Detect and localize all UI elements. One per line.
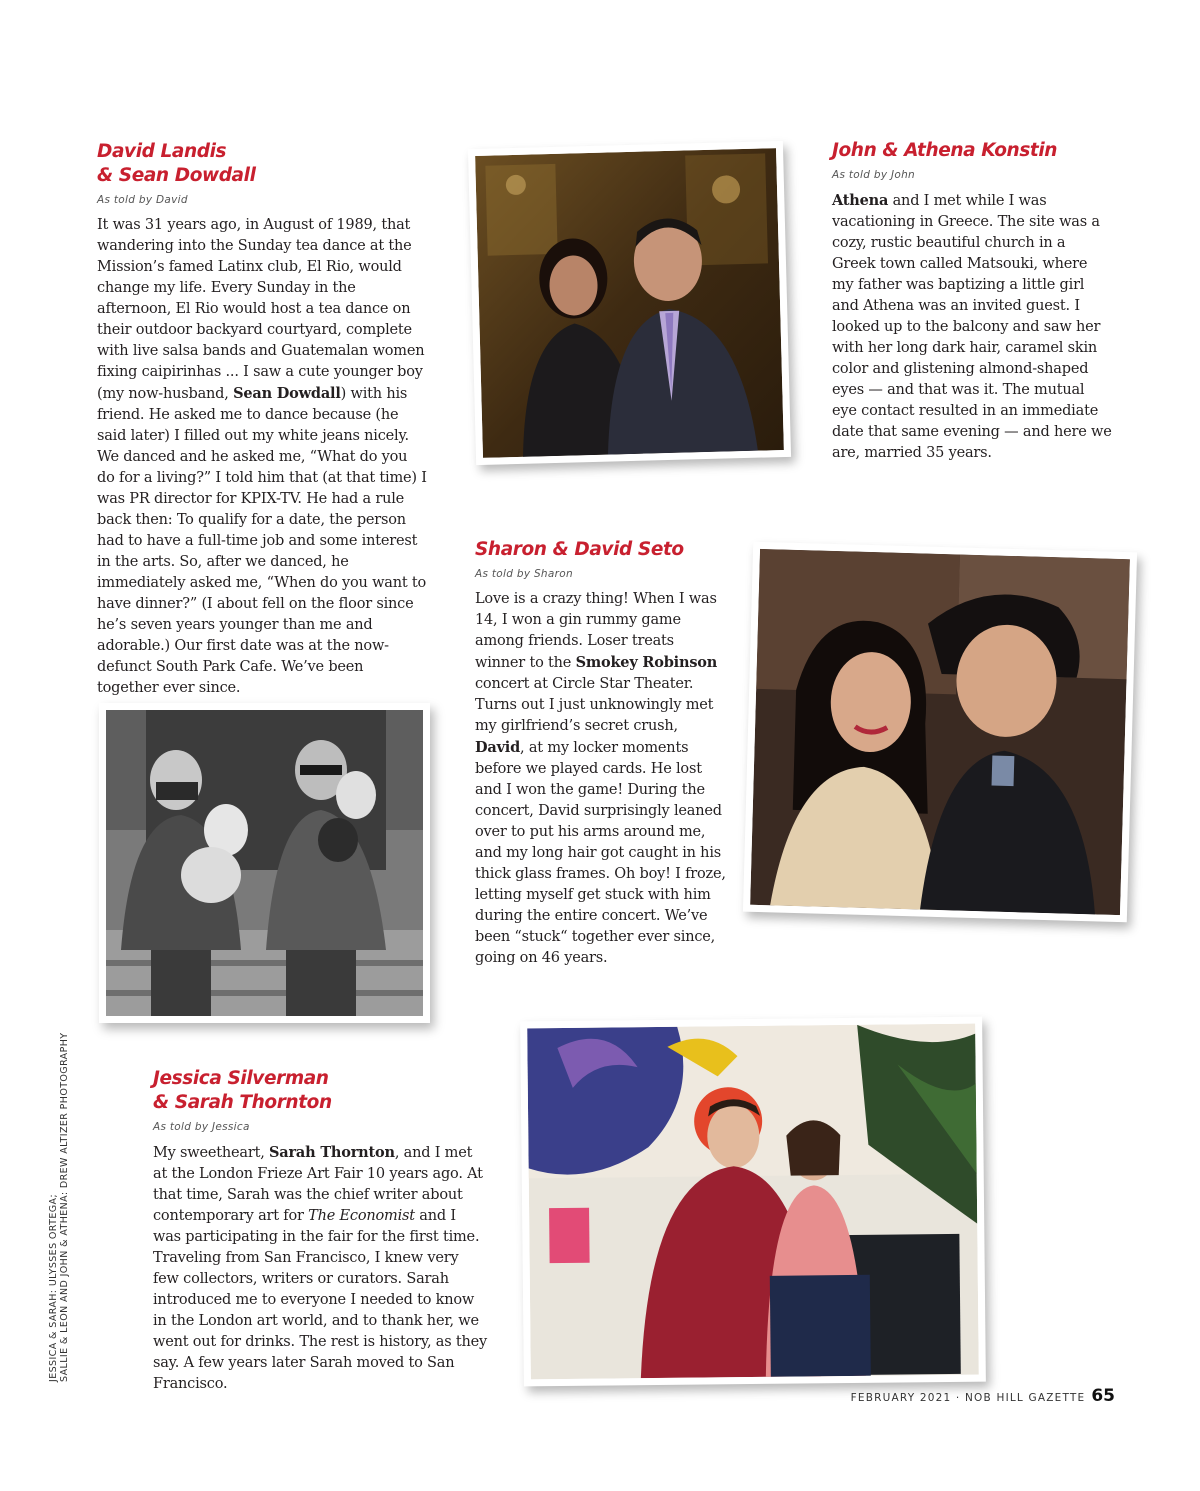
photo-sharon-david [743, 542, 1137, 923]
body-text: and I was participating in the fair for the first time. Traveling from San Francisco, I knew very few collectors, writers or curators. Sarah introduced me to everyone I needed to know in the London art world, and to thank her, we went out for drinks. The rest is history, as they say. A few years later Sarah moved to San Francisco. [153, 1208, 488, 1392]
story-headline [153, 1067, 488, 1115]
body-text: It was 31 years ago, in August of 1989, that wandering into the Sunday tea dance at the Mission’s famed Latinx club, El Rio, would change my life. Every Sunday in the afternoon, El Rio would host a tea dance on their outdoor backyard courtyard, complete with live salsa bands and Guatemalan women fixing caipirinhas ... I saw a cute younger boy (my now-husband, [97, 217, 425, 402]
story-byline: As told by David [97, 194, 188, 206]
story-headline [97, 140, 427, 188]
story-body [475, 589, 727, 969]
story-byline: As told by John [832, 169, 915, 181]
story-body [153, 1142, 488, 1395]
body-text: ) with his friend. He asked me to dance because (he said later) I filled out my white jeans nicely. We danced and he asked me, “What do you do for a living?” I told him that (at that time) I was PR director for KPIX-TV. He had a rule back then: To qualify for a date, the person had to have a full-time job and some interest in the arts. So, after we danced, he immediately asked me, “When do you want to have dinner?” (I about fell on the floor since he’s seven years younger than me and adorable.) Our first date was at the now-defunct South Park Cafe. We’ve been together ever since. [97, 386, 427, 696]
story-konstin [832, 139, 1112, 464]
couple-photo-image [527, 1024, 979, 1380]
story-body [97, 215, 427, 699]
body-text: My sweetheart, [153, 1145, 270, 1161]
body-bold-name: Sean Dowdall [233, 385, 341, 402]
story-landis [97, 140, 427, 699]
page-footer [760, 1386, 1115, 1406]
photo-david-sean [99, 703, 430, 1023]
body-bold-name: David [475, 739, 521, 756]
credit-line-2: SALLIE & LEON AND JOHN & ATHENA: DREW ALTIZER PHOTOGRAPHY [59, 1032, 70, 1382]
headline-line-1: John & Athena Konstin [832, 140, 1058, 161]
body-italic-title: The Economist [308, 1208, 415, 1224]
headline-line-1: Jessica Silverman [153, 1068, 329, 1089]
body-bold-name: Smokey Robinson [575, 654, 718, 671]
headline-line-2: & Sean Dowdall [97, 165, 256, 186]
issue-label: FEBRUARY 2021 · NOB HILL GAZETTE [850, 1392, 1086, 1404]
page-number: 65 [1091, 1386, 1115, 1406]
body-text: concert at Circle Star Theater. Turns out I just unknowingly met my girlfriend’s secret crush, [475, 676, 714, 734]
headline-line-2: & Sarah Thornton [153, 1092, 332, 1113]
headline-line-1: David Landis [97, 141, 227, 162]
story-body [832, 190, 1112, 464]
body-text: and I met while I was vacationing in Greece. The site was a cozy, rustic beautiful church in a Greek town called Matsouki, where my father was baptizing a little girl and Athena was an invited guest. I looked up to the balcony and saw her with her long dark hair, caramel skin color and glistening almond-shaped eyes — and that was it. The mutual eye contact resulted in an immediate date that same evening — and here we are, married 35 years. [832, 193, 1112, 461]
body-text: Love is a crazy thing! When I was 14, I won a gin rummy game among friends. Loser treats winner to the [475, 591, 717, 671]
body-text: , at my locker moments before we played cards. He lost and I won the game! During the concert, David surprisingly leaned over to put his arms around me, and my long hair got caught in his thick glass frames. Oh boy! I froze, letting myself get stuck with him during the entire concert. We’ve been “stuck“ together ever since, going on 46 years. [475, 740, 726, 966]
photo-john-athena [468, 141, 791, 465]
body-bold-name: Sarah Thornton [269, 1144, 395, 1161]
story-silverman [153, 1067, 488, 1395]
body-text: , and I met at the London Frieze Art Fair 10 years ago. At that time, Sarah was the chief writer about contemporary art for [153, 1145, 483, 1224]
body-bold-name: Athena [832, 192, 889, 209]
story-seto [475, 538, 727, 969]
photo-jessica-sarah [520, 1017, 986, 1387]
couple-photo-image [750, 549, 1130, 915]
headline-line-1: Sharon & David Seto [475, 539, 684, 560]
couple-photo-image [475, 148, 784, 458]
story-byline: As told by Sharon [475, 568, 573, 580]
credit-line-1: JESSICA & SARAH: ULYSSES ORTEGA; [48, 1194, 59, 1382]
story-headline [832, 139, 1112, 163]
story-byline: As told by Jessica [153, 1121, 250, 1133]
story-headline [475, 538, 727, 562]
photo-credit [48, 982, 70, 1382]
couple-photo-image [106, 710, 423, 1016]
